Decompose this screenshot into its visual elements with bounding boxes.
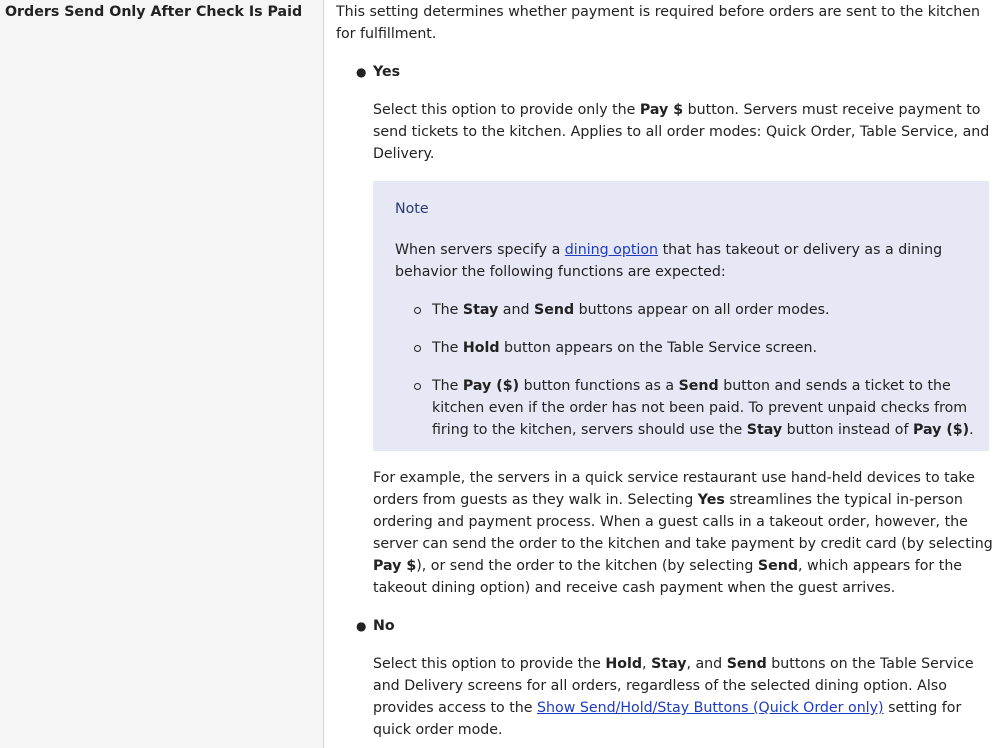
setting-label-cell [0, 0, 324, 748]
option-yes-title: Yes [373, 64, 401, 80]
option-yes-description: Select this option to provide only the Pay $ button. Servers must receive payment to send tickets to the kitchen. Applies to all order modes: Quick Order, Table Service, and Delivery. [373, 102, 990, 162]
note-label: Note [395, 201, 429, 217]
note-list-item: The Hold button appears on the Table Service screen. [395, 337, 975, 359]
circle-bullet-icon [414, 307, 421, 314]
option-yes [336, 61, 996, 599]
option-no-description: Select this option to provide the Hold, Stay, and Send buttons on the Table Service and Delivery screens for all orders, regardless of the selected dining option. Also provides access to the Show Send/Hold/Stay Buttons (Quick Order only) setting for quick order mode. [373, 656, 974, 738]
show-send-hold-stay-link[interactable]: Show Send/Hold/Stay Buttons (Quick Order only) [537, 700, 884, 716]
setting-description: This setting determines whether payment is required before orders are sent to the kitchen for fulfillment. [336, 4, 980, 42]
note-list-item: The Pay ($) button functions as a Send button and sends a ticket to the kitchen even if the order has not been paid. To prevent unpaid checks from firing to the kitchen, servers should use the Stay button instead of Pay ($). [395, 375, 975, 441]
circle-bullet-icon [414, 383, 421, 390]
setting-name: Orders Send Only After Check Is Paid [5, 4, 303, 20]
setting-description-cell [325, 0, 999, 748]
options-list [336, 61, 996, 741]
note-text: When servers specify a dining option that has takeout or delivery as a dining behavior the following functions are expected: [395, 242, 943, 280]
note-list-item: The Stay and Send buttons appear on all order modes. [395, 299, 975, 321]
note-box [373, 181, 989, 451]
option-no [336, 615, 996, 741]
option-no-title: No [373, 618, 395, 634]
example-paragraph: For example, the servers in a quick service restaurant use hand-held devices to take orders from guests as they walk in. Selecting Yes streamlines the typical in-person ordering and payment process. When a guest calls in a takeout order, however, the server can send the order to the kitchen and take payment by credit card (by selecting Pay $), or send the order to the kitchen (by selecting Send, which appears for the takeout dining option) and receive cash payment when the guest arrives. [373, 470, 993, 596]
bullet-icon: ● [356, 619, 367, 633]
circle-bullet-icon [414, 345, 421, 352]
bullet-icon: ● [356, 65, 367, 79]
note-list [395, 299, 975, 441]
dining-option-link[interactable]: dining option [564, 242, 659, 258]
